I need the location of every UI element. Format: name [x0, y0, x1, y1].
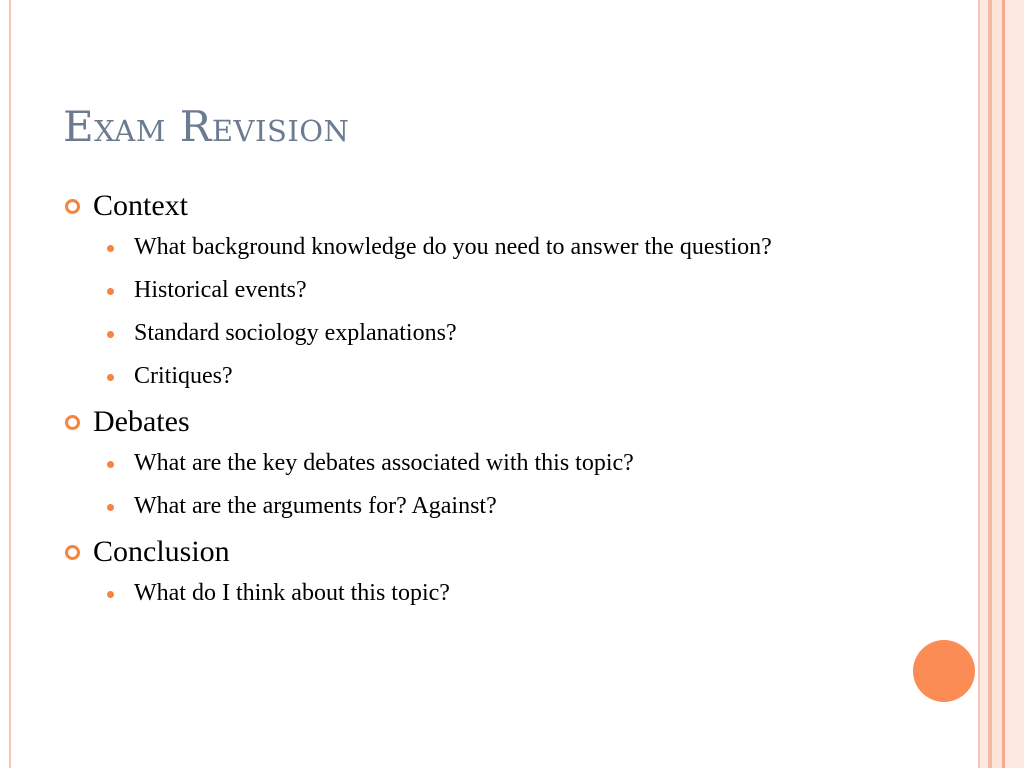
list-item-text: Standard sociology explanations?: [134, 320, 457, 346]
slide-title: Exam Revision: [63, 102, 350, 151]
dot-bullet-icon: [107, 331, 114, 338]
left-frame-line: [9, 0, 11, 768]
list-item: [62, 489, 902, 524]
ring-bullet-icon: [65, 415, 80, 430]
list-item: [62, 359, 902, 394]
section-heading-text: Conclusion: [93, 535, 230, 568]
dot-bullet-icon: [107, 288, 114, 295]
stripe: [992, 0, 1002, 768]
stripe: [980, 0, 988, 768]
bullet-list: [62, 446, 902, 524]
list-item: [62, 230, 902, 265]
dot-bullet-icon: [107, 374, 114, 381]
list-item: [62, 316, 902, 351]
list-item-text: Historical events?: [134, 277, 307, 303]
section-heading: [62, 532, 902, 572]
ring-bullet-icon: [65, 545, 80, 560]
section-conclusion: [62, 532, 902, 611]
list-item-text: What are the arguments for? Against?: [134, 493, 497, 519]
list-item-text: What background knowledge do you need to answer the question?: [134, 234, 772, 260]
section-context: [62, 186, 902, 394]
bullet-list: [62, 576, 902, 611]
slide-content: [62, 186, 902, 619]
ring-bullet-icon: [65, 199, 80, 214]
section-heading: [62, 402, 902, 442]
section-debates: [62, 402, 902, 524]
list-item: [62, 446, 902, 481]
dot-bullet-icon: [107, 461, 114, 468]
section-heading: [62, 186, 902, 226]
list-item: [62, 576, 902, 611]
list-item-text: What do I think about this topic?: [134, 580, 450, 606]
section-heading-text: Context: [93, 189, 188, 222]
stripe: [1005, 0, 1024, 768]
dot-bullet-icon: [107, 245, 114, 252]
section-heading-text: Debates: [93, 405, 190, 438]
dot-bullet-icon: [107, 504, 114, 511]
list-item: [62, 273, 902, 308]
dot-bullet-icon: [107, 591, 114, 598]
list-item-text: Critiques?: [134, 363, 233, 389]
orange-circle-icon: [913, 640, 975, 702]
bullet-list: [62, 230, 902, 394]
list-item-text: What are the key debates associated with this topic?: [134, 450, 634, 476]
right-decorative-stripes: [978, 0, 1024, 768]
